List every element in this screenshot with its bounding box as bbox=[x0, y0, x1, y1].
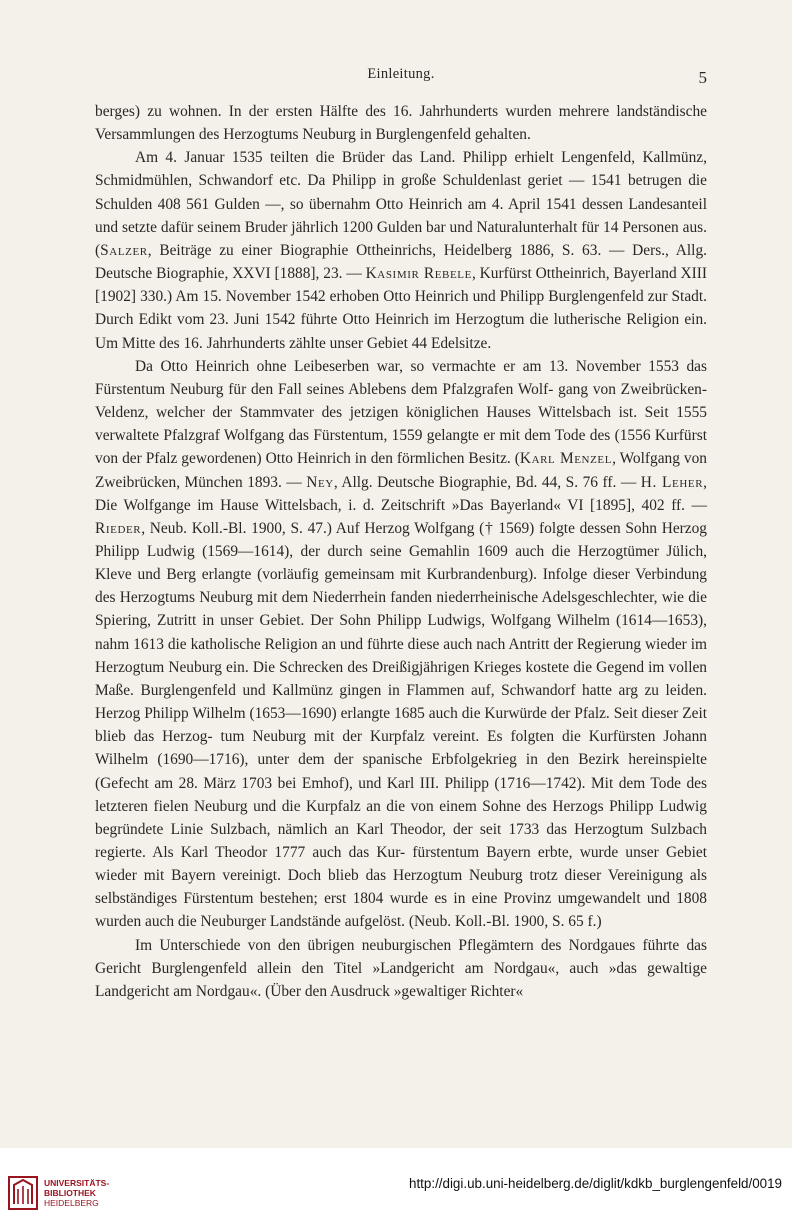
paragraph-1: berges) zu wohnen. In der ersten Hälfte des 16. Jahrhunderts wurden mehrere landständische Versammlungen des Herzogtums Neuburg in Burglengenfeld gehalten. bbox=[95, 103, 707, 144]
author-name: Rieder bbox=[95, 519, 142, 537]
author-name: Karl Menzel bbox=[519, 450, 613, 468]
author-name: Kasimir Rebele bbox=[365, 265, 472, 283]
paragraph-4: Im Unterschiede von den übrigen neuburgischen Pflegämtern des Nordgaues führte das Gericht Burglengenfeld allein den Titel »Landgericht am Nordgau«, auch »das gewaltige Landgericht am Nordgau«. (Über den Ausdruck »gewaltiger Richter« bbox=[95, 936, 707, 1000]
logo-text: UNIVERSITÄTS- BIBLIOTHEK HEIDELBERG bbox=[44, 1178, 110, 1208]
page-number: 5 bbox=[698, 68, 707, 87]
library-logo[interactable] bbox=[8, 1174, 128, 1214]
source-url-link[interactable]: http://digi.ub.uni-heidelberg.de/diglit/kdkb_burglengenfeld/0019 bbox=[409, 1176, 782, 1191]
library-seal-icon bbox=[8, 1176, 38, 1210]
running-title: Einleitung. bbox=[367, 66, 435, 82]
page-header bbox=[95, 62, 707, 92]
author-name: H. Leher bbox=[640, 473, 704, 491]
author-name: Salzer bbox=[100, 241, 148, 259]
author-name: Ney bbox=[306, 473, 334, 491]
paragraph-2: Am 4. Januar 1535 teilten die Brüder das Land. Philipp erhielt Lengenfeld, Kallmünz, Schmidmühlen, Schwandorf etc. Da Philipp in große Schuldenlast geriet — 1541 betrugen die Schulden 408 561 Gulden —, so übernahm Otto Heinrich am 4. April 1541 dessen Landesanteil und setzte dafür seinem Bruder jährlich 1200 Gulden bar und Naturalunterhalt für 14 Personen aus. (Salzer, Beiträge zu einer Biographie Ottheinrichs, Heidelberg 1886, S. 63. — Ders., Allg. Deutsche Biographie, XXVI [1888], 23. — Kasimir Rebele, Kurfürst Ottheinrich, Bayerland XIII [1902] 330.) Am 15. November 1542 erhoben Otto Heinrich und Philipp Burglengenfeld zur Stadt. Durch Edikt vom 23. Juni 1542 führte Otto Heinrich im Herzogtum die lutherische Religion ein. Um Mitte des 16. Jahrhunderts zählte unser Gebiet 44 Edelsitze. bbox=[95, 149, 708, 352]
footer-bar bbox=[0, 1148, 792, 1223]
body-text bbox=[95, 100, 707, 1003]
paragraph-3: Da Otto Heinrich ohne Leibeserben war, so vermachte er am 13. November 1553 das Fürstentum Neuburg für den Fall seines Ablebens dem Pfalzgrafen Wolf- gang von Zweibrücken-Veldenz, welcher der Stammvater des jetzigen königlichen Hauses Wittelsbach ist. Seit 1555 verwaltete Pfalzgraf Wolfgang das Fürstentum, 1559 gelangte er mit dem Tode des (1556 Kurfürst von der Pfalz gewordenen) Otto Heinrich in den förmlichen Besitz. (Karl Menzel, Wolfgang von Zweibrücken, München 1893. — Ney, Allg. Deutsche Biographie, Bd. 44, S. 76 ff. — H. Leher, Die Wolfgange im Hause Wittelsbach, i. d. Zeitschrift »Das Bayerland« VI [1895], 402 ff. — Rieder, Neub. Koll.-Bl. 1900, S. 47.) Auf Herzog Wolfgang († 1569) folgte dessen Sohn Herzog Philipp Ludwig (1569—1614), der durch seine Gemahlin 1609 auch die Herzogtümer Jülich, Kleve und Berg erlangte (vorläufig gemeinsam mit Kurbrandenburg). Infolge dieser Verbindung des Herzogtums Neuburg mit dem Niederrhein fanden niederrheinische Adelsgeschlechter, wie die Spiering, Zutritt in unser Gebiet. Der Sohn Philipp Ludwigs, Wolfgang Wilhelm (1614—1653), nahm 1613 die katholische Religion an und führte diese auch nach Antritt der Regierung wieder im Herzogtum Neuburg ein. Die Schrecken des Dreißigjährigen Krieges kostete die Gegend im vollen Maße. Burglengenfeld und Kallmünz gingen in Flammen auf, Schwandorf hatte arg zu leiden. Herzog Philipp Wilhelm (1653—1690) erlangte 1685 auch die Kurwürde der Pfalz. Seit dieser Zeit blieb das Herzog- tum Neuburg mit der Kurpfalz vereint. Es folgten die Kurfürsten Johann Wilhelm (1690—1716), unter dem der spanische Erbfolgekrieg in den Bezirk hereinspielte (Gefecht am 28. März 1703 bei Emhof), und Karl III. Philipp (1716—1742). Mit dem Tode des letzteren fielen Neuburg und die Kurpfalz an die von einem Sohne des Herzogs Philipp Ludwig begründete Linie Sulzbach, nämlich an Karl Theodor, der seit 1733 das Herzogtum Sulzbach regierte. Als Karl Theodor 1777 auch das Kur- fürstentum Bayern erbte, wurde unser Gebiet wieder mit Bayern vereinigt. Doch blieb das Herzogtum Neuburg trotz dieser Vereinigung als selbständiges Fürstentum bestehen; erst 1804 wurde es in eine Provinz umgewandelt und 1808 wurden auch die Neuburger Landstände aufgelöst. (Neub. Koll.-Bl. 1900, S. 65 f.) bbox=[95, 357, 707, 931]
